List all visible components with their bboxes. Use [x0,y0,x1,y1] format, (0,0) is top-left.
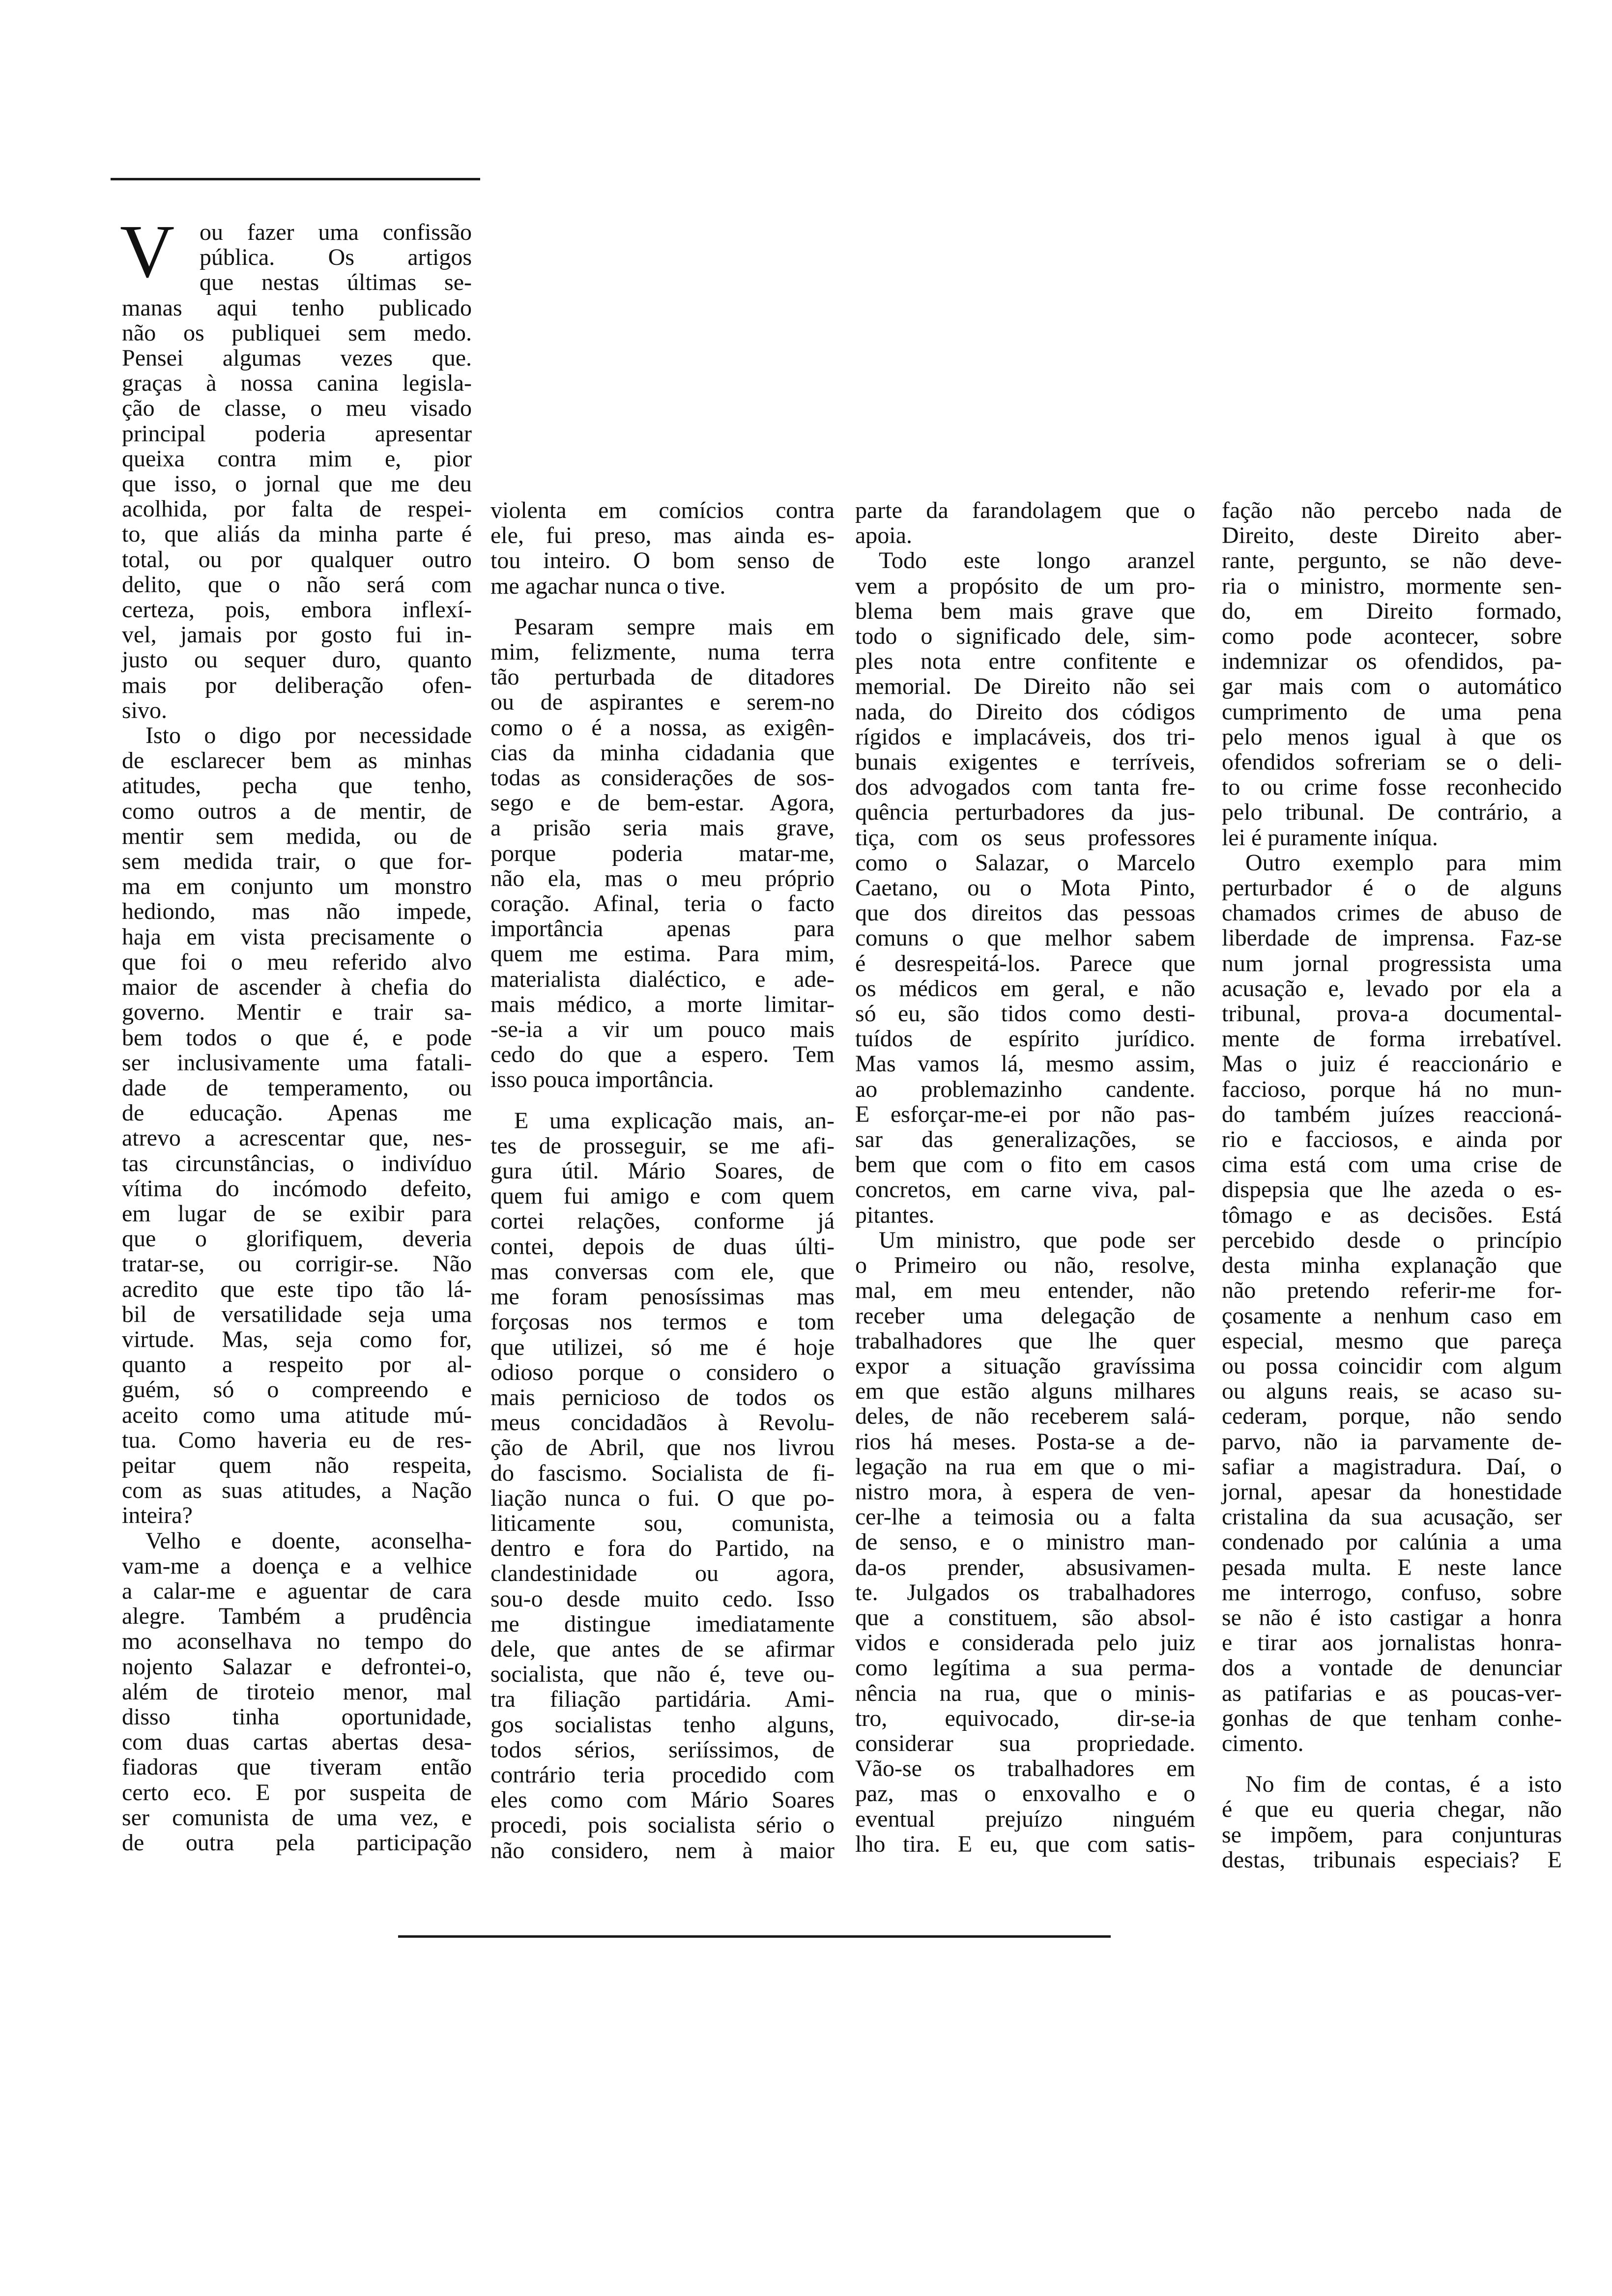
text-line: haja em vista precisamente o [122,923,472,950]
text-line: rígidos e implacáveis, dos tri- [855,723,1195,750]
text-line: me foram penosíssimas mas [490,1284,835,1310]
text-line: rio e facciosos, e ainda por [1222,1126,1562,1153]
text-line: paz, mas o enxovalho e o [855,1780,1195,1807]
text-line: só eu, são tidos como desti- [855,1001,1195,1027]
text-line: tou inteiro. O bom senso de [490,547,835,574]
text-line: todo o significado dele, sim- [855,623,1195,650]
text-line: virtude. Mas, seja como for, [122,1326,472,1352]
text-line: liação nunca o fui. O que po- [490,1485,835,1511]
article-column-4 [1222,498,1562,1872]
text-line: mais por deliberação ofen- [122,672,472,698]
text-line: tratar-se, ou corrigir-se. Não [122,1251,472,1277]
text-line: ou fazer uma confissão [200,219,472,245]
text-line: apoia. [855,522,912,549]
text-line: manas aqui tenho publicado [122,294,472,321]
text-line: de educação. Apenas me [122,1100,472,1126]
text-line: mais médico, a morte limitar- [490,991,835,1017]
text-line: não ela, mas o meu próprio [490,865,835,891]
text-line: gar mais com o automático [1222,673,1562,700]
text-line: bem que com o fito em casos [855,1151,1195,1178]
text-line: cortei relações, conforme já [490,1208,835,1234]
text-line: cumprimento de uma pena [1222,698,1562,725]
text-line: E uma explicação mais, an- [514,1107,835,1134]
text-line: tua. Como haveria eu de res- [122,1427,472,1453]
text-line: mo aconselhava no tempo do [122,1628,472,1655]
text-line: sem medida trair, o que for- [122,848,472,875]
text-line: sar das generalizações, se [855,1126,1195,1153]
text-line: chamados crimes de abuso de [1222,900,1562,926]
text-line: alegre. Também a prudência [122,1603,472,1630]
bottom-divider-rule [398,1935,1111,1938]
text-line: Vão-se os trabalhadores em [855,1755,1195,1782]
text-line: de senso, e o ministro man- [855,1529,1195,1555]
text-line: liberdade de imprensa. Faz-se [1222,925,1562,951]
text-line: da-os prender, absusivamen- [855,1554,1195,1580]
text-line: ção de classe, o meu visado [122,395,472,422]
text-line: dispepsia que lhe azeda o es- [1222,1177,1562,1203]
drop-cap: V [120,210,175,293]
text-line: isso pouca importância. [490,1066,714,1093]
text-line: Todo este longo aranzel [879,547,1195,574]
text-line: tiça, com os seus professores [855,824,1195,851]
text-line: certeza, pois, embora inflexí- [122,597,472,623]
text-line: to, que aliás da minha parte é [122,521,472,547]
text-line: inteira? [122,1502,193,1529]
text-line: parvo, não ia parvamente de- [1222,1428,1562,1455]
text-line: que isso, o jornal que me deu [122,471,472,497]
text-line: bunais exigentes e terríveis, [855,749,1195,775]
article-column-2 [490,498,835,1863]
text-line: aceito como uma atitude mú- [122,1402,472,1428]
text-line: mente de forma irrebatível. [1222,1026,1562,1052]
text-line: pesada multa. E neste lance [1222,1554,1562,1580]
text-line: to ou crime fosse reconhecido [1222,774,1562,801]
text-line: me agachar nunca o tive. [490,573,726,599]
text-line: violenta em comícios contra [490,497,835,523]
text-line: Isto o digo por necessidade [145,722,472,749]
text-line: que a constituem, são absol- [855,1604,1195,1631]
text-line: Direito, deste Direito aber- [1222,522,1562,549]
text-line: ou possa coincidir com algum [1222,1352,1562,1379]
text-line: bil de versatilidade seja uma [122,1301,472,1327]
text-line: vem a propósito de um pro- [855,573,1195,599]
text-line: não considero, nem à maior [490,1837,835,1864]
article-column-1 [120,210,472,1856]
text-line: ou de aspirantes e serem-no [490,689,835,716]
text-line: quem fui amigo e com quem [490,1183,835,1209]
text-line: coração. Afinal, teria o facto [490,890,835,917]
text-line: graças à nossa canina legisla- [122,370,472,397]
text-line: legação na rua em que o mi- [855,1453,1195,1480]
text-line: socialista, que não é, teve ou- [490,1661,835,1688]
text-line: cedo do que a espero. Tem [490,1041,835,1068]
text-line: certo eco. E por suspeita de [122,1779,472,1806]
text-line: tra filiação partidária. Ami- [490,1686,835,1713]
text-line: como pode acontecer, sobre [1222,623,1562,650]
text-line: em lugar de se exibir para [122,1200,472,1227]
text-line: deles, de não receberem salá- [855,1403,1195,1430]
text-line: me interrogo, confuso, sobre [1222,1579,1562,1606]
text-line: mais pernicioso de todos os [490,1384,835,1410]
text-line: pitantes. [855,1202,935,1228]
text-line: é que eu queria chegar, não [1222,1796,1562,1823]
text-line: é desrespeitá-los. Parece que [855,950,1195,976]
text-line: considerar sua propriedade. [855,1730,1195,1756]
text-line: que foi o meu referido alvo [122,948,472,975]
text-line: o Primeiro ou não, resolve, [855,1252,1195,1279]
text-line: ofendidos sofreriam se o deli- [1222,749,1562,775]
text-line: blema bem mais grave que [855,598,1195,624]
text-line: Pesaram sempre mais em [514,613,835,640]
text-line: parte da farandolagem que o [855,497,1195,523]
text-line: fação não percebo nada de [1222,497,1562,523]
text-line: dos a vontade de denunciar [1222,1655,1562,1681]
text-line: ser comunista de uma vez, e [122,1804,472,1831]
text-line: gonhas de que tenham conhe- [1222,1705,1562,1731]
text-line: acusação e, levado por ela a [1222,975,1562,1002]
text-line: dos advogados com tanta fre- [855,774,1195,801]
text-line: com duas cartas abertas desa- [122,1729,472,1755]
text-line: vel, jamais por gosto fui in- [122,622,472,648]
text-line: em que estão alguns milhares [855,1378,1195,1405]
text-line: desta minha explanação que [1222,1252,1562,1279]
text-line: tuídos de espírito jurídico. [855,1026,1195,1052]
text-line: ser inclusivamente uma fatali- [122,1049,472,1076]
text-line: cer-lhe a teimosia ou a falta [855,1504,1195,1530]
text-line: rios há meses. Posta-se a de- [855,1428,1195,1455]
text-line: concretos, em carne viva, pal- [855,1177,1195,1203]
text-line: as patifarias e as poucas-ver- [1222,1680,1562,1706]
text-line: dade de temperamento, ou [122,1074,472,1101]
text-line: a prisão seria mais grave, [490,815,835,841]
text-line: como o Salazar, o Marcelo [855,849,1195,876]
text-line: cederam, porque, não sendo [1222,1403,1562,1430]
text-line: forçosas nos termos e tom [490,1309,835,1335]
text-line: total, ou por qualquer outro [122,546,472,573]
text-line: ria o ministro, mormente sen- [1222,573,1562,599]
text-line: atrevo a acrescentar que, nes- [122,1125,472,1151]
text-line: Mas o juiz é reaccionário e [1222,1051,1562,1077]
text-line: num jornal progressista uma [1222,950,1562,976]
text-line: ou alguns reais, se acaso su- [1222,1378,1562,1405]
text-line: perturbador é o de alguns [1222,875,1562,901]
text-line: maior de ascender à chefia do [122,974,472,1001]
text-line: odioso porque o considero o [490,1359,835,1385]
text-line: ção de Abril, que nos livrou [490,1435,835,1461]
text-line: rante, pergunto, se não deve- [1222,547,1562,574]
text-line: delito, que o não será com [122,571,472,598]
text-line: porque poderia matar-me, [490,840,835,866]
text-line: quência perturbadores da jus- [855,799,1195,826]
text-line: pública. Os artigos [200,244,472,271]
text-line: percebido desde o princípio [1222,1227,1562,1253]
text-line: nojento Salazar e defrontei-o, [122,1653,472,1680]
text-line: hediondo, mas não impede, [122,898,472,925]
text-line: Um ministro, que pode ser [879,1227,1195,1253]
text-line: mim, felizmente, numa terra [490,639,835,665]
text-line: dentro e fora do Partido, na [490,1535,835,1562]
text-line: expor a situação gravíssima [855,1352,1195,1379]
text-line: especial, mesmo que pareça [1222,1327,1562,1354]
text-line: que nestas últimas se- [200,269,472,296]
text-line: guém, só o compreendo e [122,1377,472,1403]
text-line: memorial. De Direito não sei [855,673,1195,700]
text-line: Pensei algumas vezes que. [122,345,472,372]
text-line: cimento. [1222,1730,1304,1756]
text-line: vidos e considerada pelo juiz [855,1630,1195,1656]
text-line: sego e de bem-estar. Agora, [490,790,835,816]
text-line: tômago e as decisões. Está [1222,1202,1562,1228]
text-line: nada, do Direito dos códigos [855,698,1195,725]
text-line: lho tira. E eu, que com satis- [855,1831,1195,1857]
text-line: contei, depois de duas últi- [490,1233,835,1260]
text-line: comuns o que melhor sabem [855,925,1195,951]
text-line: tas circunstâncias, o indivíduo [122,1150,472,1177]
text-line: tes de prosseguir, se me afi- [490,1132,835,1159]
text-line: eles como com Mário Soares [490,1787,835,1813]
text-line: tribunal, prova-a documental- [1222,1001,1562,1027]
text-line: como o é a nossa, as exigên- [490,714,835,741]
text-line: do também juízes reaccioná- [1222,1101,1562,1127]
text-line: quanto a respeito por al- [122,1351,472,1378]
text-line: -se-ia a vir um pouco mais [490,1016,835,1043]
text-line: te. Julgados os trabalhadores [855,1579,1195,1606]
text-line: justo ou sequer duro, quanto [122,647,472,673]
text-line: a calar-me e aguentar de cara [122,1578,472,1604]
text-line: como outros a de mentir, de [122,798,472,824]
text-line: todos sérios, seriíssimos, de [490,1736,835,1763]
text-line: sou-o desde muito cedo. Isso [490,1585,835,1612]
text-line: jornal, apesar da honestidade [1222,1478,1562,1505]
text-line: com as suas atitudes, a Nação [122,1477,472,1504]
text-line: todas as considerações de sos- [490,765,835,791]
text-line: não os publiquei sem medo. [122,319,472,346]
text-line: condenado por calúnia a uma [1222,1529,1562,1555]
text-line: me distingue imediatamente [490,1610,835,1637]
text-line: quem me estima. Para mim, [490,941,835,967]
text-line: não pretendo referir-me for- [1222,1277,1562,1304]
text-line: No fim de contas, é a isto [1245,1771,1562,1798]
text-line: se impõem, para conjunturas [1222,1821,1562,1848]
text-line: os médicos em geral, e não [855,975,1195,1002]
text-line: atitudes, pecha que tenho, [122,773,472,799]
text-line: tão perturbada de ditadores [490,664,835,690]
text-line: acolhida, por falta de respei- [122,496,472,522]
text-line: cias da minha cidadania que [490,739,835,766]
text-line: nência na rua, que o minis- [855,1680,1195,1706]
text-line: ples nota entre confitente e [855,648,1195,675]
text-line: ao problemazinho candente. [855,1076,1195,1102]
text-line: como legítima a sua perma- [855,1655,1195,1681]
article-column-3 [855,498,1195,1857]
text-line: ma em conjunto um monstro [122,873,472,900]
text-line: liticamente sou, comunista, [490,1510,835,1536]
text-line: çosamente a nenhum caso em [1222,1302,1562,1329]
text-line: E esforçar-me-ei por não pas- [855,1101,1195,1127]
text-line: trabalhadores que lhe quer [855,1327,1195,1354]
text-line: nistro mora, à espera de ven- [855,1478,1195,1505]
text-line: além de tiroteio menor, mal [122,1678,472,1705]
text-line: queixa contra mim e, pior [122,445,472,472]
text-line: de outra pela participação [122,1830,472,1856]
text-line: mentir sem medida, ou de [122,823,472,849]
text-line: pelo tribunal. De contrário, a [1222,799,1562,826]
text-line: ele, fui preso, mas ainda es- [490,522,835,549]
text-line: do fascismo. Socialista de fi- [490,1460,835,1486]
text-line: clandestinidade ou agora, [490,1560,835,1587]
text-line: faccioso, porque há no mun- [1222,1076,1562,1102]
text-line: cima está com uma crise de [1222,1151,1562,1178]
text-line: contrário teria procedido com [490,1761,835,1788]
text-line: materialista dialéctico, e ade- [490,966,835,992]
text-line: se não é isto castigar a honra [1222,1604,1562,1631]
text-line: Mas vamos lá, mesmo assim, [855,1051,1195,1077]
text-line: governo. Mentir e trair sa- [122,999,472,1026]
text-line: vítima do incómodo defeito, [122,1175,472,1202]
text-line: lei é puramente iníqua. [1222,824,1438,851]
text-line: bem todos o que é, e pode [122,1024,472,1051]
text-line: que dos direitos das pessoas [855,900,1195,926]
text-line: acredito que este tipo tão lá- [122,1276,472,1302]
text-line: procedi, pois socialista sério o [490,1812,835,1838]
top-divider-rule [111,178,480,180]
text-line: Velho e doente, aconselha- [145,1527,472,1554]
text-line: fiadoras que tiveram então [122,1754,472,1780]
text-line: tro, equivocado, dir-se-ia [855,1705,1195,1731]
text-line: Outro exemplo para mim [1245,849,1562,876]
text-line: principal poderia apresentar [122,420,472,447]
text-line: mal, em meu entender, não [855,1277,1195,1304]
text-line: Caetano, ou o Mota Pinto, [855,875,1195,901]
text-line: mas conversas com ele, que [490,1258,835,1285]
text-line: gura útil. Mário Soares, de [490,1158,835,1184]
text-line: vam-me a doença e a velhice [122,1552,472,1579]
text-line: gos socialistas tenho alguns, [490,1711,835,1738]
text-line: importância apenas para [490,916,835,942]
text-line: do, em Direito formado, [1222,598,1562,624]
text-line: pelo menos igual à que os [1222,723,1562,750]
text-line: cristalina da sua acusação, ser [1222,1504,1562,1530]
text-line: receber uma delegação de [855,1302,1195,1329]
text-line: safiar a magistradura. Daí, o [1222,1453,1562,1480]
text-line: dele, que antes de se afirmar [490,1636,835,1662]
text-line: de esclarecer bem as minhas [122,747,472,774]
text-line: eventual prejuízo ninguém [855,1806,1195,1832]
text-line: que o glorifiquem, deveria [122,1226,472,1252]
text-line: destas, tribunais especiais? E [1222,1846,1562,1873]
text-line: peitar quem não respeita, [122,1452,472,1478]
text-line: que utilizei, só me é hoje [490,1334,835,1360]
text-line: indemnizar os ofendidos, pa- [1222,648,1562,675]
text-line: e tirar aos jornalistas honra- [1222,1630,1562,1656]
text-line: meus concidadãos à Revolu- [490,1409,835,1436]
text-line: disso tinha oportunidade, [122,1703,472,1730]
text-line: sivo. [122,697,168,723]
